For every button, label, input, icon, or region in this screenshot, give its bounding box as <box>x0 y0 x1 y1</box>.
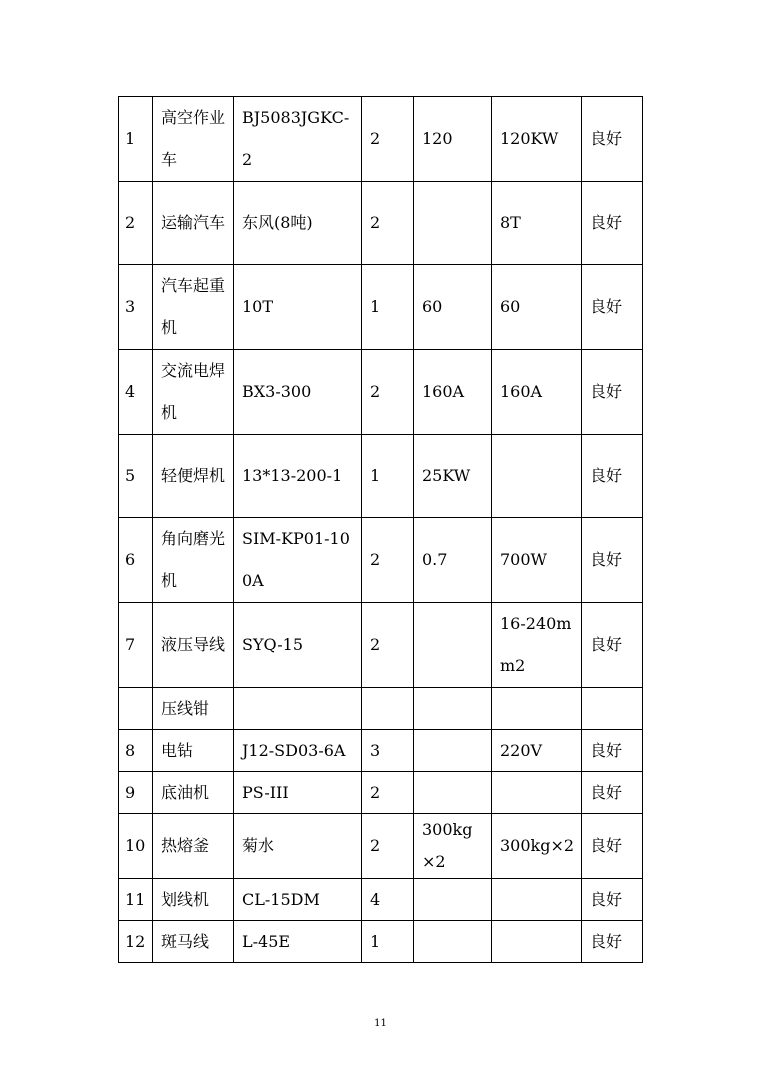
power-rating-cell <box>414 603 492 688</box>
model-number-cell <box>234 688 362 730</box>
condition-cell: 良好 <box>582 435 643 518</box>
capacity-cell: 120KW <box>492 97 582 182</box>
table-row <box>119 772 643 814</box>
capacity-cell <box>492 435 582 518</box>
quantity-cell: 2 <box>362 350 414 435</box>
quantity-cell: 1 <box>362 921 414 963</box>
row-number-cell: 4 <box>119 350 153 435</box>
row-number-cell: 1 <box>119 97 153 182</box>
power-rating-cell: 0.7 <box>414 518 492 603</box>
condition-cell: 良好 <box>582 182 643 265</box>
power-rating-cell: 300kg×2 <box>414 814 492 879</box>
quantity-cell: 3 <box>362 730 414 772</box>
condition-cell: 良好 <box>582 730 643 772</box>
capacity-cell <box>492 879 582 921</box>
table-row <box>119 814 643 879</box>
row-number-cell: 6 <box>119 518 153 603</box>
power-rating-cell <box>414 921 492 963</box>
model-number-cell: BX3-300 <box>234 350 362 435</box>
capacity-cell <box>492 772 582 814</box>
capacity-cell: 300kg×2 <box>492 814 582 879</box>
quantity-cell: 2 <box>362 603 414 688</box>
row-number-cell: 5 <box>119 435 153 518</box>
table-row <box>119 350 643 435</box>
condition-cell <box>582 688 643 730</box>
model-number-cell: 10T <box>234 265 362 350</box>
table-row <box>119 518 643 603</box>
equipment-name-cell: 汽车起重机 <box>153 265 234 350</box>
table-row <box>119 97 643 182</box>
row-number-cell: 7 <box>119 603 153 688</box>
equipment-name-cell: 轻便焊机 <box>153 435 234 518</box>
power-rating-cell <box>414 879 492 921</box>
capacity-cell: 16-240mm2 <box>492 603 582 688</box>
model-number-cell: 东风(8吨) <box>234 182 362 265</box>
row-number-cell: 10 <box>119 814 153 879</box>
condition-cell: 良好 <box>582 772 643 814</box>
row-number-cell: 9 <box>119 772 153 814</box>
row-number-cell: 8 <box>119 730 153 772</box>
row-number-cell: 11 <box>119 879 153 921</box>
equipment-name-cell: 高空作业车 <box>153 97 234 182</box>
power-rating-cell: 60 <box>414 265 492 350</box>
equipment-name-cell: 底油机 <box>153 772 234 814</box>
condition-cell: 良好 <box>582 814 643 879</box>
capacity-cell <box>492 921 582 963</box>
condition-cell: 良好 <box>582 350 643 435</box>
power-rating-cell: 120 <box>414 97 492 182</box>
model-number-cell: L-45E <box>234 921 362 963</box>
quantity-cell: 2 <box>362 182 414 265</box>
condition-cell: 良好 <box>582 265 643 350</box>
table-row <box>119 688 643 730</box>
model-number-cell: 13*13-200-1 <box>234 435 362 518</box>
model-number-cell: SYQ-15 <box>234 603 362 688</box>
capacity-cell: 220V <box>492 730 582 772</box>
quantity-cell: 1 <box>362 265 414 350</box>
row-number-cell <box>119 688 153 730</box>
row-number-cell: 12 <box>119 921 153 963</box>
model-number-cell: PS-III <box>234 772 362 814</box>
table-row <box>119 182 643 265</box>
capacity-cell: 700W <box>492 518 582 603</box>
power-rating-cell: 160A <box>414 350 492 435</box>
table-row <box>119 435 643 518</box>
quantity-cell: 2 <box>362 814 414 879</box>
row-number-cell: 2 <box>119 182 153 265</box>
equipment-name-cell: 热熔釜 <box>153 814 234 879</box>
table-row <box>119 921 643 963</box>
equipment-name-cell: 划线机 <box>153 879 234 921</box>
capacity-cell: 160A <box>492 350 582 435</box>
quantity-cell: 2 <box>362 772 414 814</box>
model-number-cell: SIM-KP01-100A <box>234 518 362 603</box>
power-rating-cell <box>414 730 492 772</box>
equipment-name-cell: 角向磨光机 <box>153 518 234 603</box>
power-rating-cell <box>414 182 492 265</box>
table-row <box>119 265 643 350</box>
quantity-cell: 2 <box>362 97 414 182</box>
capacity-cell: 60 <box>492 265 582 350</box>
row-number-cell: 3 <box>119 265 153 350</box>
capacity-cell: 8T <box>492 182 582 265</box>
equipment-name-cell: 运输汽车 <box>153 182 234 265</box>
condition-cell: 良好 <box>582 97 643 182</box>
page-number: 11 <box>374 1018 387 1029</box>
table-row <box>119 603 643 688</box>
equipment-name-cell: 交流电焊机 <box>153 350 234 435</box>
condition-cell: 良好 <box>582 879 643 921</box>
model-number-cell: 菊水 <box>234 814 362 879</box>
table-row <box>119 879 643 921</box>
model-number-cell: CL-15DM <box>234 879 362 921</box>
condition-cell: 良好 <box>582 921 643 963</box>
power-rating-cell <box>414 772 492 814</box>
equipment-table <box>118 96 643 963</box>
capacity-cell <box>492 688 582 730</box>
condition-cell: 良好 <box>582 518 643 603</box>
condition-cell: 良好 <box>582 603 643 688</box>
power-rating-cell: 25KW <box>414 435 492 518</box>
equipment-name-cell: 压线钳 <box>153 688 234 730</box>
model-number-cell: J12-SD03-6A <box>234 730 362 772</box>
equipment-name-cell: 液压导线 <box>153 603 234 688</box>
table-row <box>119 730 643 772</box>
quantity-cell: 1 <box>362 435 414 518</box>
quantity-cell <box>362 688 414 730</box>
quantity-cell: 2 <box>362 518 414 603</box>
quantity-cell: 4 <box>362 879 414 921</box>
power-rating-cell <box>414 688 492 730</box>
equipment-name-cell: 电钻 <box>153 730 234 772</box>
equipment-name-cell: 斑马线 <box>153 921 234 963</box>
model-number-cell: BJ5083JGKC-2 <box>234 97 362 182</box>
